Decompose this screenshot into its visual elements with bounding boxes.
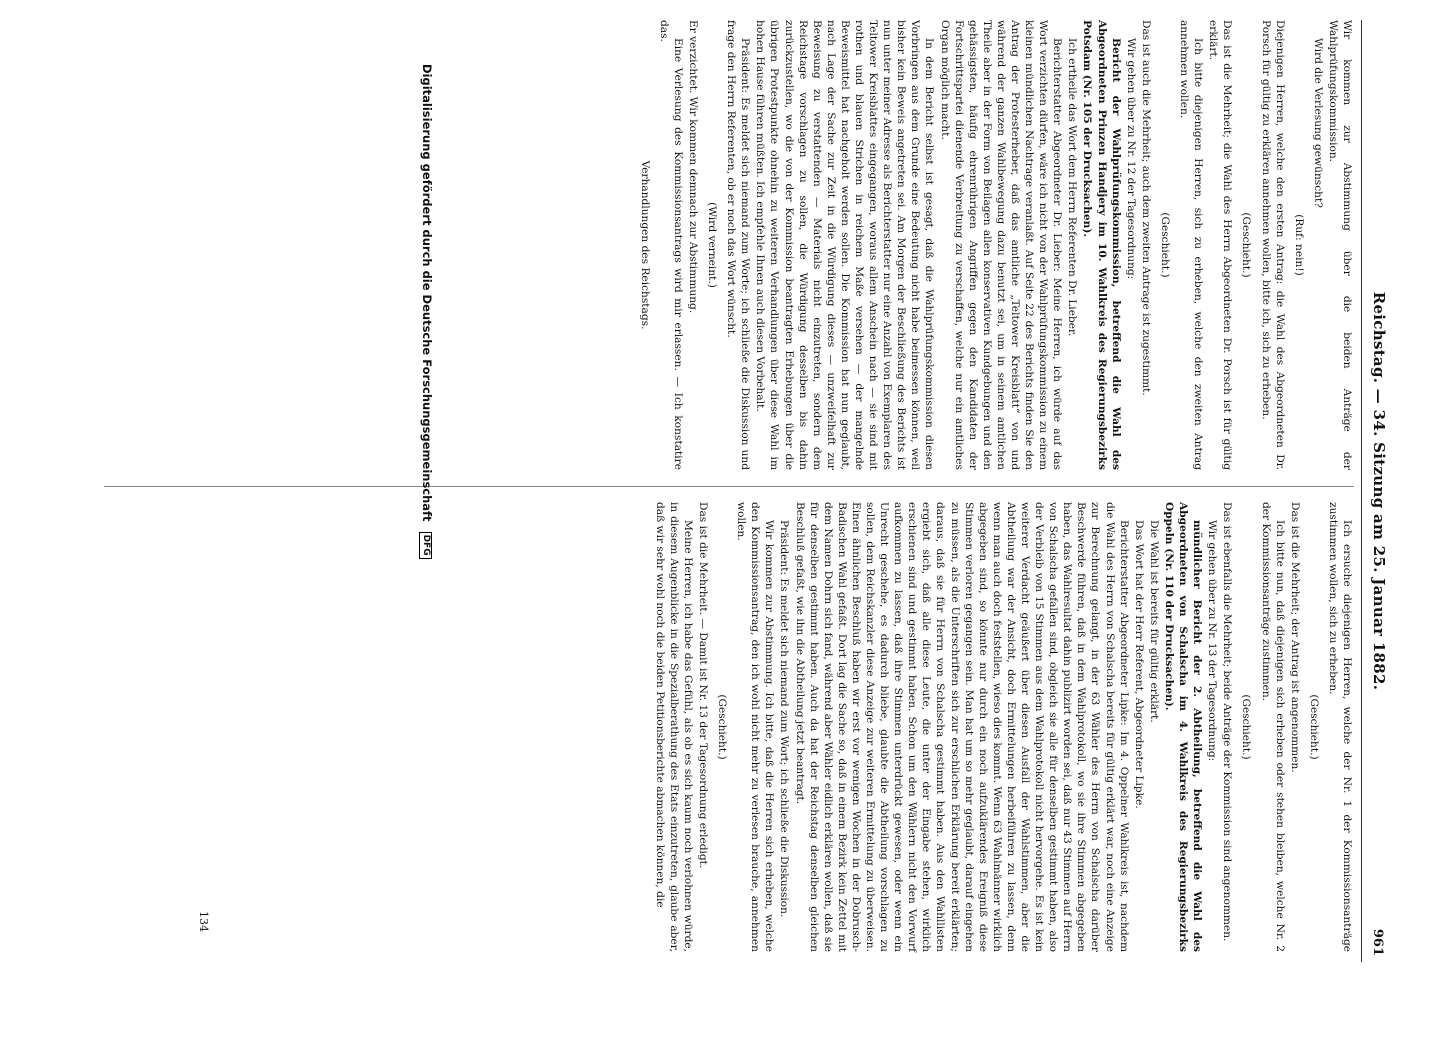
paragraph: Eine Verlesung des Kommissionsantrags wird mir erlassen. — Ich konstatire das.: [657, 20, 684, 470]
paragraph: (Wird verneint.): [706, 202, 719, 288]
paragraph: (Geschieht.): [716, 694, 729, 760]
paragraph: In dem Bericht selbst ist gesagt, daß die Wahlprüfungskommission diesen Vorbringen aus dem Grunde eine Bedeutung nicht habe beimessen können, weil bisher kein Beweis angetreten sei. Am Morgen der Beschließung des Berichts ist nun unter meiner Adresse als Berichterstatter nur eine Anzahl von Exemplaren des Teltower Kreisblattes eingegangen, woraus allem Anschein nach — sie sind mit rothen und blauen Strichen in reichem Maße versehen — der mangelnde Beweismittel hat nachgeholt werden sollen. Die Kommission hat nun geglaubt, nach Lage der Sache zur Zeit in die Würdigung dieses — unzweifelhaft zur Beweisung zu verstattenden — Materials nicht einzutreten, sondern dem Reichstage vorschlagen zu sollen, die Würdigung desselben bis dahin zurückzustellen, wo die von der Kommission beantragten Erhebungen über die übrigen Protestpunkte ohnehin zu weiteren Verhandlungen über diese Wahl im hohen Hause führen müßten. Ich empfehle Ihnen auch diesen Vorbehalt.: [754, 20, 936, 470]
paragraph: Wir kommen zur Abstimmung über die beiden Anträge der Wahlprüfungskommission.: [1326, 20, 1353, 470]
paragraph: Berichterstatter Abgeordneter Dr. Lieber: Meine Herren, ich würde auf das Wort verzichten dürfen, wäre ich nicht von der Wahlprüfungskommission zu einem kleinen mündlichen Nachtrage veranlaßt. Auf Seite 22 des Berichts finden Sie den Antrag der Protesterheber, daß das amtliche „Teltower Kreisblatt“ von und während der ganzen Wahlbewegung dazu benutzt sei, um in seinem amtlichen Theile aber in der Form von Beilagen allen konservativen Kundgebungen und den gehässigsten, häufig ehrenrührigen Angriffen gegen den Kandidaten der Fortschrittspartei dienende Verbreitung zu verschaffen, welche nur ein amtliches Organ möglich macht.: [938, 20, 1064, 470]
paragraph: (Geschieht.): [1240, 694, 1253, 760]
paragraph: Das ist die Mehrheit; der Antrag ist angenommen.: [1288, 502, 1301, 773]
paragraph: Ich ersuche diejenigen Herren, welche der Nr. 1 der Kommissionsanträge zustimmen wollen, sich zu erheben.: [1326, 502, 1353, 952]
paragraph: (Geschieht.): [1240, 212, 1253, 278]
paragraph: Verhandlungen des Reichstags.: [638, 160, 651, 330]
paragraph: Wird die Verlesung gewünscht?: [1311, 38, 1324, 208]
paragraph: Ich bitte nun, daß diejenigen sich erheben oder stehen bleiben, welche Nr. 2 der Kommissionsanträge zustimmen.: [1259, 502, 1286, 952]
page-title: Reichstag. — 34. Sitzung am 25. Januar 1882.: [1370, 291, 1388, 691]
paragraph: Wir gehen über zu Nr. 13 der Tagesordnung:: [1206, 520, 1219, 762]
digitization-credit: [418, 64, 434, 1044]
right-column: [652, 502, 1354, 952]
paragraph: Berichterstatter Abgeordneter Lipke: Im 4. Oppelner Wahlkreis ist, nachdem die Wahl des Herrn von Schalscha bereits für gültig erklärt war, noch eine Anzeige zur Berechnung gelangt, in der 63 Wähler des Herrn von Schalscha darüber Beschwerde führen, daß in dem Wahlprotokoll, wo sie ihre Stimmen abgegeben haben, das Wahlresultat dahin publizirt worden sei, daß nur 43 Stimmen auf Herrn von Schalscha gefallen sind, obgleich sie alle für denselben gestimmt haben, also der Verbleib von 15 Stimmen aus dem Wahlprotokoll nicht hervorgehe. Es ist kein weiterer Verdacht geäußert über diesen Ausfall der Wahlstimmen, aber die Abtheilung war der Ansicht, doch Ermittelungen herbeiführen zu lassen, denn wenn man auch doch feststellen, wieso dies kommt. Wenn 63 Wahlmänner wirklich abgegeben sind, so könnte nur durch ein noch aufzuklärendes Ereigniß diese Stimmen verloren gegangen sein. Man hat um so mehr geglaubt, darauf eingehen zu müssen, als die Unterschriften sich zur erschlichen Erklärung bereit erklärten; daraus, daß sie für Herrn von Schalscha gestimmt haben. Aus den Wahllisten ergiebt sich, daß alle diese Leute, die unter der Eingabe stehen, wirklich erschienen sind und gestimmt haben. Schon um den Wählern nicht den Vorwurf aufkommen zu lassen, daß ihre Stimmen unterdrückt gewesen, oder wenn ein Unrecht geschehe, es dadurch bliebe, glaubte die Abtheilung vorschlagen zu sollen, dem Reichskanzler diese Anzeige zur weiteren Ermittelung zu überweisen. Einen ähnlichen Beschluß haben wir erst vor wenigen Wochen in der Dobrusch-Badischen Wahl gefaßt. Dort lag die Sache so, daß in einem Bezirk kein Zettel mit dem Namen Dohrn sich fand, während aber Wähler eidlich erklären wollen, daß sie für denselben gestimmt haben. Auch da hat der Reichstag denselben gleichen Beschluß gefaßt, wie ihn die Abtheilung jetzt beantragt.: [793, 502, 1130, 952]
paragraph: Präsident: Es meldet sich niemand zum Worte; ich schließe die Diskussion und frage den Herrn Referenten, ob er noch das Wort wünscht.: [725, 20, 752, 470]
paragraph: Er verzichtet. Wir kommen demnach zur Abstimmung.: [686, 20, 699, 314]
paragraph: Wir gehen über zu Nr. 12 der Tagesordnung:: [1124, 38, 1137, 280]
paragraph: Das ist die Mehrheit; die Wahl des Herrn Abgeordneten Dr. Porsch ist für gültig erklärt.: [1207, 20, 1234, 470]
paragraph: Das ist auch die Mehrheit; auch dem zweiten Antrage ist zugestimmt.: [1139, 20, 1152, 396]
paragraph: Das Wort hat der Herr Referent, Abgeordneter Lipke.: [1132, 520, 1145, 809]
paragraph: (Geschieht.): [1158, 212, 1171, 278]
paragraph: Bericht der Wahlprüfungskommission, betreffend die Wahl des Abgeordneten Prinzen Handjery im 10. Wahlkreis des Regierungsbezirks Potsdam (Nr. 105 der Drucksachen).: [1081, 20, 1122, 470]
document-page: [20, 20, 1390, 962]
sheet-signature: 134: [197, 911, 210, 932]
running-head: [1361, 20, 1390, 962]
paragraph: Präsident: Es meldet sich niemand zum Wort; ich schließe die Diskussion.: [778, 520, 791, 918]
paragraph: (Geschieht.): [1307, 694, 1320, 760]
paragraph: Meine Herren, ich habe das Gefühl, als ob es sich kaum noch verlohnen würde, in diesem Augenblicke in die Spezialberathung des Etats einzutreten, glaube aber, daß wir sehr wohl noch die beiden Petitionsberichte abmachen können, die: [653, 502, 694, 952]
page-number-right: 961: [1370, 928, 1385, 956]
paragraph: Die Wahl ist bereits für gültig erklärt.: [1147, 520, 1160, 723]
paragraph: Ich ertheile das Wort dem Herrn Referenten Dr. Lieber.: [1066, 38, 1079, 337]
left-column: [633, 20, 1354, 470]
paragraph: Das ist ebenfalls die Mehrheit; beide Anträge der Kommission sind angenommen.: [1221, 502, 1234, 942]
column-divider: [104, 486, 1354, 487]
paragraph: Das ist die Mehrheit. — Damit ist Nr. 13 der Tagesordnung erledigt.: [696, 502, 709, 869]
paragraph: Wir kommen zur Abstimmung. Ich bitte, daß die Herren sich erheben, welche den Kommissionsantrag, den ich wohl nicht mehr zu verlesen brauche, annehmen wollen.: [735, 502, 776, 952]
credit-text: Digitalisierung gefördert durch die Deutsche Forschungsgemeinschaft: [420, 64, 434, 522]
paragraph: mündlicher Bericht der 2. Abtheilung, betreffend die Wahl des Abgeordneten von Schalscha im 4. Wahlkreis des Regierungsbezirks Oppeln (Nr. 110 der Drucksachen).: [1162, 502, 1204, 952]
paragraph: Diejenigen Herren, welche den ersten Antrag: die Wahl des Abgeordneten Dr. Porsch für gültig zu erklären annehmen wollen, bitte ich, sich zu erheben.: [1259, 20, 1286, 470]
dfg-logo-icon: DFG: [419, 532, 432, 559]
paragraph: Ich bitte diejenigen Herren, sich zu erheben, welche den zweiten Antrag annehmen wollen.: [1178, 20, 1205, 470]
paragraph: (Ruf: nein!): [1292, 214, 1305, 276]
